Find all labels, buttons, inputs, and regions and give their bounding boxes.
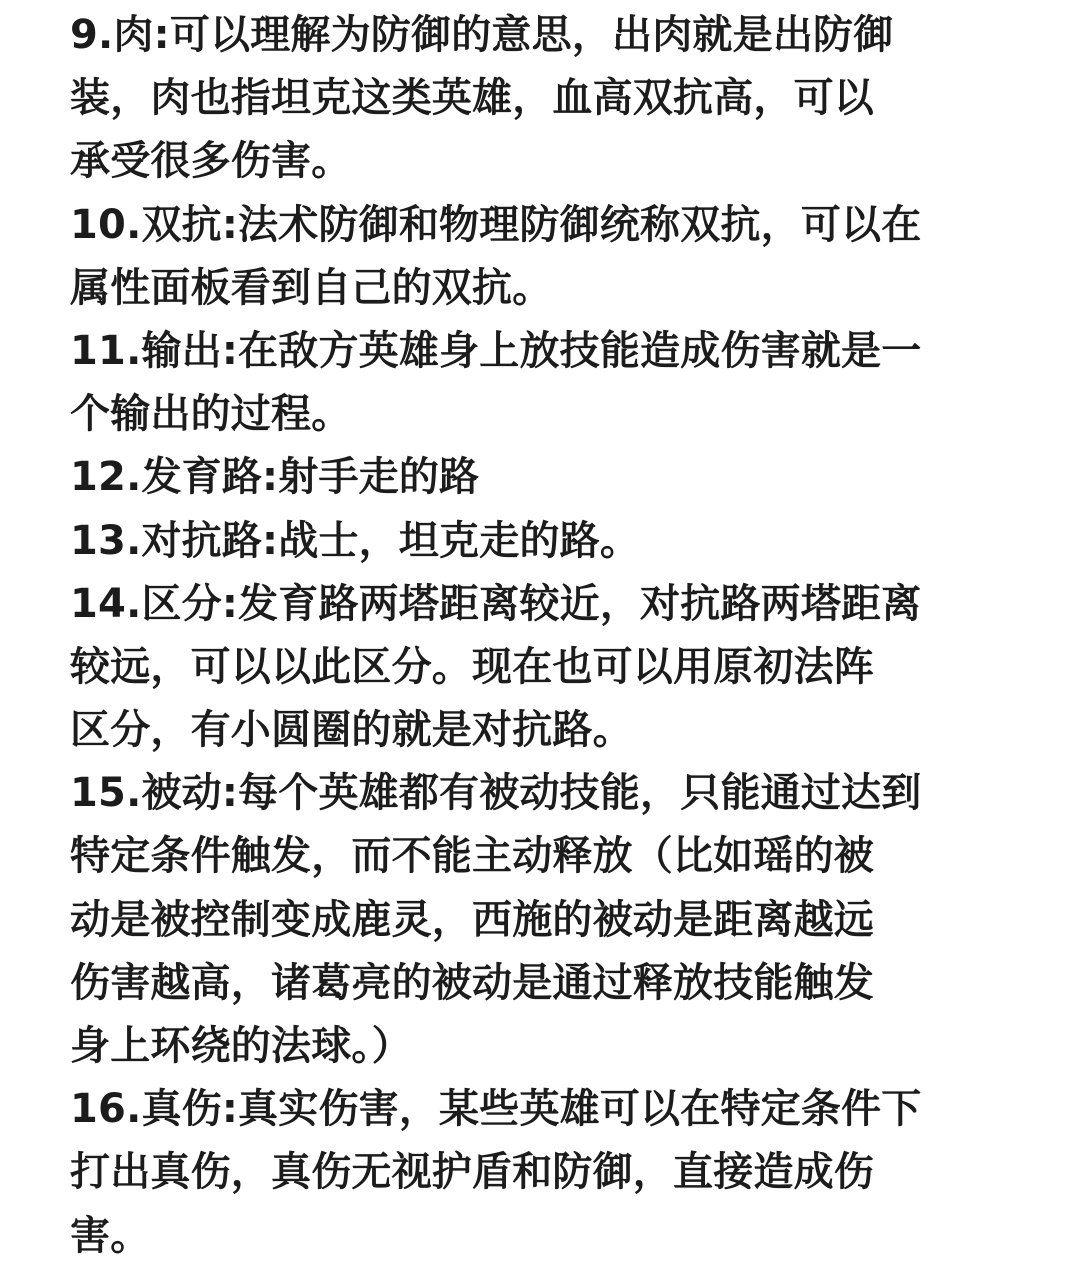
text-line: 伤害越高，诸葛亮的被动是通过释放技能触发	[70, 959, 874, 1006]
entry-14	[70, 573, 1015, 763]
glossary-document	[70, 4, 1015, 1268]
text-line: 15.被动:每个英雄都有被动技能，只能通过达到	[70, 770, 922, 817]
text-line: 10.双抗:法术防御和物理防御统称双抗，可以在	[70, 201, 922, 248]
text-line: 13.对抗路:战士，坦克走的路。	[70, 517, 641, 564]
entry-9	[70, 4, 1015, 194]
text-line: 9.肉:可以理解为防御的意思，出肉就是出防御	[70, 12, 894, 58]
text-line: 身上环绕的法球。）	[70, 1023, 412, 1069]
text-line: 装，肉也指坦克这类英雄，血高双抗高，可以	[70, 75, 874, 122]
text-line: 打出真伤，真伤无视护盾和防御，直接造成伤	[70, 1149, 874, 1196]
entry-16	[70, 1078, 1015, 1268]
entry-10	[70, 194, 1015, 320]
text-line: 承受很多伤害。	[70, 138, 352, 185]
entry-11	[70, 320, 1015, 446]
text-line: 较远，可以以此区分。现在也可以用原初法阵	[70, 643, 874, 690]
text-line: 特定条件触发，而不能主动释放（比如瑶的被	[70, 833, 874, 880]
text-line: 个输出的过程。	[70, 391, 352, 438]
text-line: 区分，有小圆圈的就是对抗路。	[70, 707, 633, 754]
text-line: 动是被控制变成鹿灵，西施的被动是距离越远	[70, 896, 874, 943]
entry-12	[70, 446, 1015, 509]
text-line: 14.区分:发育路两塔距离较近，对抗路两塔距离	[70, 580, 922, 627]
entry-15	[70, 762, 1015, 1078]
text-line: 害。	[70, 1212, 151, 1259]
text-line: 11.输出:在敌方英雄身上放技能造成伤害就是一	[70, 327, 922, 374]
text-line: 属性面板看到自己的双抗。	[70, 264, 553, 311]
entry-13	[70, 510, 1015, 573]
text-line: 12.发育路:射手走的路	[70, 454, 480, 501]
text-line: 16.真伤:真实伤害，某些英雄可以在特定条件下	[70, 1086, 922, 1133]
